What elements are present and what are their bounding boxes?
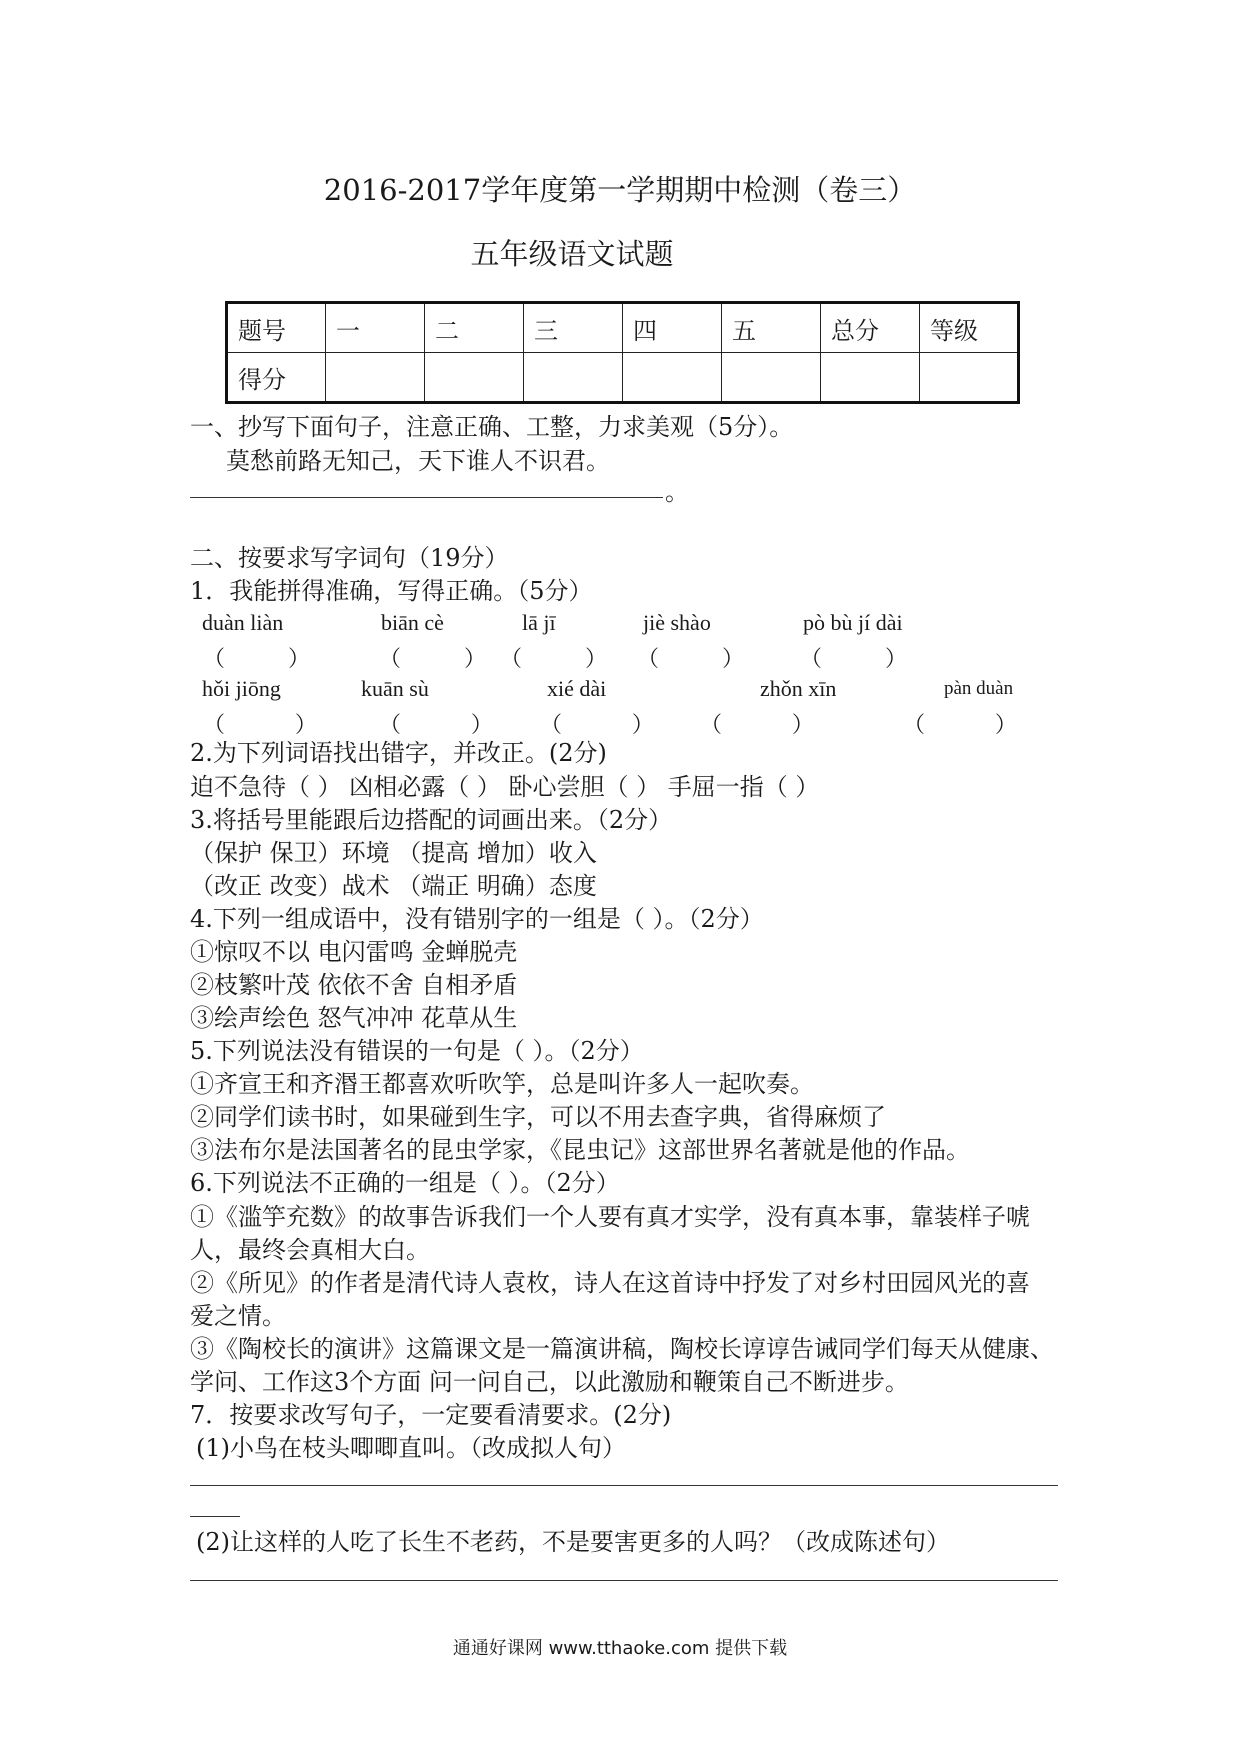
score-cell[interactable] bbox=[821, 353, 920, 403]
q6-line: 学问、工作这3个方面 问一问自己，以此激励和鞭策自己不断进步。 bbox=[190, 1368, 909, 1396]
score-cell[interactable] bbox=[623, 353, 722, 403]
answer-blank[interactable]: （ ） bbox=[203, 713, 317, 738]
q6-line: ②《所见》的作者是清代诗人袁枚，诗人在这首诗中抒发了对乡村田园风光的喜 bbox=[190, 1269, 1030, 1297]
pinyin-item: biān cè bbox=[381, 610, 444, 635]
q6-line: 爱之情。 bbox=[190, 1302, 286, 1330]
score-cell: 得分 bbox=[227, 353, 326, 403]
pinyin-item: lā jī bbox=[522, 610, 556, 635]
q7-sub1: (1)小鸟在枝头唧唧直叫。（改成拟人句） bbox=[196, 1434, 626, 1462]
q6-line: ①《滥竽充数》的故事告诉我们一个人要有真才实学，没有真本事，靠装样子唬 bbox=[190, 1203, 1030, 1231]
q4-option: ①惊叹不以 电闪雷鸣 金蝉脱壳 bbox=[190, 938, 518, 966]
score-cell: 题号 bbox=[227, 303, 326, 353]
answer-blank[interactable]: （ ） bbox=[700, 713, 814, 738]
score-cell: 五 bbox=[722, 303, 821, 353]
pinyin-item: pò bù jí dài bbox=[803, 610, 903, 635]
answer-line[interactable] bbox=[190, 1580, 1058, 1581]
score-table-header-row bbox=[227, 303, 1019, 353]
answer-blank[interactable]: （ ） bbox=[379, 647, 486, 672]
pinyin-item: pàn duàn bbox=[944, 678, 1014, 699]
answer-end-mark: 。 bbox=[665, 478, 689, 506]
pinyin-item: duàn liàn bbox=[202, 610, 284, 635]
q5-option: ①齐宣王和齐湣王都喜欢听吹竽，总是叫许多人一起吹奏。 bbox=[190, 1070, 814, 1098]
section1-sentence: 莫愁前路无知己，天下谁人不识君。 bbox=[226, 447, 610, 475]
score-cell: 总分 bbox=[821, 303, 920, 353]
answer-blank[interactable]: （ ） bbox=[379, 713, 493, 738]
answer-line[interactable] bbox=[190, 1516, 240, 1517]
q7-prompt: 7．按要求改写句子，一定要看清要求。(2分) bbox=[190, 1401, 672, 1429]
q3-line: （改正 改变）战术 （端正 明确）态度 bbox=[190, 872, 597, 900]
q2-line: 迫不急待（ ） 凶相必露（ ） 卧心尝胆（ ） 手屈一指（ ） bbox=[190, 773, 820, 801]
answer-blank[interactable]: （ ） bbox=[500, 647, 607, 672]
q2-prompt: 2.为下列词语找出错字，并改正。(2分) bbox=[190, 739, 607, 767]
score-cell: 四 bbox=[623, 303, 722, 353]
exam-title: 2016-2017学年度第一学期期中检测（卷三） bbox=[323, 173, 917, 207]
answer-blank[interactable]: （ ） bbox=[800, 647, 907, 672]
q1-prompt: 1．我能拼得准确，写得正确。（5分） bbox=[190, 577, 593, 605]
q5-prompt: 5.下列说法没有错误的一句是（ ）。（2分） bbox=[190, 1037, 644, 1065]
q5-option: ③法布尔是法国著名的昆虫学家，《昆虫记》这部世界名著就是他的作品。 bbox=[190, 1136, 970, 1164]
score-cell: 三 bbox=[524, 303, 623, 353]
section2-heading: 二、按要求写字词句（19分） bbox=[190, 544, 509, 572]
section1-heading: 一、抄写下面句子，注意正确、工整，力求美观（5分）。 bbox=[190, 413, 794, 441]
pinyin-item: xié dài bbox=[547, 676, 607, 701]
score-cell: 二 bbox=[425, 303, 524, 353]
score-cell[interactable] bbox=[326, 353, 425, 403]
q3-prompt: 3.将括号里能跟后边搭配的词画出来。（2分） bbox=[190, 806, 673, 834]
score-cell[interactable] bbox=[524, 353, 623, 403]
answer-blank[interactable]: （ ） bbox=[903, 713, 1017, 738]
score-table-score-row bbox=[227, 353, 1019, 403]
score-cell: 一 bbox=[326, 303, 425, 353]
q4-prompt: 4.下列一组成语中，没有错别字的一组是（ ）。（2分） bbox=[190, 905, 764, 933]
pinyin-item: jiè shào bbox=[643, 610, 711, 635]
pinyin-item: hǒi jiōng bbox=[202, 676, 281, 701]
exam-subtitle: 五年级语文试题 bbox=[470, 237, 674, 271]
score-cell: 等级 bbox=[920, 303, 1019, 353]
q6-prompt: 6.下列说法不正确的一组是（ ）。（2分） bbox=[190, 1169, 620, 1197]
pinyin-item: zhǒn xīn bbox=[760, 676, 837, 701]
answer-line[interactable] bbox=[190, 1485, 1058, 1486]
q6-line: 人，最终会真相大白。 bbox=[190, 1236, 430, 1264]
answer-line[interactable] bbox=[190, 497, 663, 498]
q4-option: ③绘声绘色 怒气冲冲 花草从生 bbox=[190, 1004, 518, 1032]
answer-blank[interactable]: （ ） bbox=[540, 713, 654, 738]
score-cell[interactable] bbox=[722, 353, 821, 403]
score-cell[interactable] bbox=[920, 353, 1019, 403]
score-table bbox=[225, 301, 1020, 404]
q6-line: ③《陶校长的演讲》这篇课文是一篇演讲稿，陶校长谆谆告诫同学们每天从健康、 bbox=[190, 1335, 1054, 1363]
score-cell[interactable] bbox=[425, 353, 524, 403]
answer-blank[interactable]: （ ） bbox=[203, 647, 310, 672]
q7-sub2: (2)让这样的人吃了长生不老药，不是要害更多的人吗？（改成陈述句） bbox=[196, 1528, 950, 1556]
answer-blank[interactable]: （ ） bbox=[637, 647, 744, 672]
footer-watermark: 通通好课网 www.tthaoke.com 提供下载 bbox=[452, 1638, 788, 1659]
pinyin-item: kuān sù bbox=[361, 676, 429, 701]
q3-line: （保护 保卫）环境 （提高 增加）收入 bbox=[190, 839, 597, 867]
q4-option: ②枝繁叶茂 依依不舍 自相矛盾 bbox=[190, 971, 518, 999]
q5-option: ②同学们读书时，如果碰到生字，可以不用去查字典，省得麻烦了 bbox=[190, 1103, 886, 1131]
